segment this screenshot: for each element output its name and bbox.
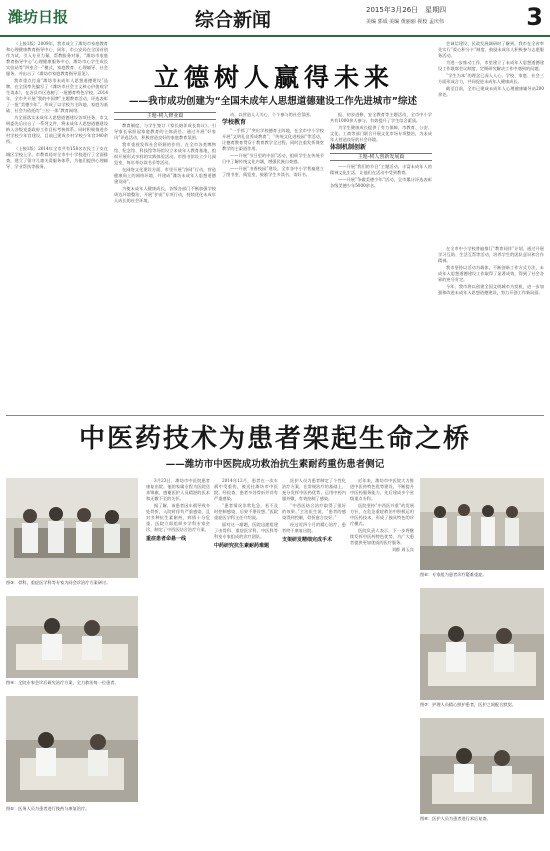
top-story-column-5 xyxy=(438,41,544,241)
paragraph: 为学生健康成长提供了有力保障，市教育、公安、文化、工商等部门联合开展文化市场专项整治，为未成年人营造良好的社会环境。 xyxy=(330,125,432,142)
top-story-headline: 立德树人赢得未来 xyxy=(153,63,394,92)
top-story-column-1 xyxy=(6,41,108,416)
photo-caption: 图⑤：医务人员为患者进行换药与康复治疗。 xyxy=(6,806,90,811)
bottom-story-column-4 xyxy=(350,478,414,843)
top-story-subhead: ——我市成功创建为“全国未成年人思想道德建设工作先进城市”综述 xyxy=(129,96,417,107)
paragraph: 我市重视发挥社会资源的作用，在全市各类博物馆、纪念馆、科技馆等场馆设立未成年人教育基地，组织开展形式多样的实践体验活动。市图书馆设立少儿阅览室，每年举办读书节等活动。 xyxy=(114,142,216,165)
paragraph: 截至目前，全市已建成未成年人心理健康辅导站200余处。 xyxy=(438,86,544,97)
section-label: 中药研究抗生素耐药难题 xyxy=(214,543,270,549)
photo-nurses-ward xyxy=(420,588,544,700)
subtitle-box: 主题-树人修业篇 xyxy=(114,112,216,120)
photo-follow-up xyxy=(420,718,544,814)
bottom-story-column-2 xyxy=(214,478,278,843)
subtitle-box: 主题-树人创新发展篇 xyxy=(330,153,432,161)
paragraph: 教育制度，与学生签订《家长陪伴成长协议》，引导家长承担起家庭教育的主体责任。通过开展“好家风”评选活动，积极营造良好的家庭教育氛围。 xyxy=(114,123,216,140)
section-label: 重症患者命悬一线 xyxy=(146,536,187,542)
paragraph: （上接1版）2009年，我市成立了潍坊市家庭教育和心理健康教育指导中心，同年，市公安局在全国首创作为试，引入专业力量，帮教服务对象，“潍坊市家庭教育指导中心”心理健康服务中心，潍坊市心学生成长实验站等“四室合一”模式，家庭教育、心理辅导、社会服务，并出台了《潍坊市家庭教育指导意见》。 xyxy=(6,41,108,76)
paragraph: 我市坚持以活动为载体，不断创新工作方式方法，未成年人思想道德建设工作取得了显著成效，得到了社会各界的充分肯定。 xyxy=(438,265,544,282)
photo-expert-group xyxy=(420,478,544,570)
top-story-column-6 xyxy=(438,246,544,416)
photo-nurse-care xyxy=(6,696,138,802)
paragraph: （上接1版）2014年全市共有158名农民工子女在城区学校上学。市教育局对全市中小学校进行了全面排查，建立了留守儿童关爱服务体系，为他们提供心理辅导、学业帮扶等服务。 xyxy=(6,146,108,169)
paragraph: 医护人员为患者制定了个性化治疗方案，在常规治疗的基础上，充分发挥中医药优势，运用中药内服外敷，有效控制了感染。 xyxy=(282,478,346,501)
header-rule xyxy=(0,35,550,37)
paragraph: 在全市中小学校普遍推行“教育同伴”计划，通过开展学习互助、生活互帮等活动，培养学生的团队意识和合作精神。 xyxy=(438,246,544,263)
top-story-column-4 xyxy=(330,112,432,416)
issue-date: 2015年3月26日 星期四 xyxy=(366,6,447,14)
story-divider xyxy=(6,415,544,416)
paragraph: 动，以营造人人关心、个个参与的社会氛围。 xyxy=(230,112,314,117)
section-label: 支架研发精细完成手术 xyxy=(282,537,333,543)
paragraph: 会诚信建设、民政发展调研时了解到，我市在全省率先实行“爱心积分卡”制度，鼓励未成年人积极参与志愿服务活动。 xyxy=(438,41,544,58)
paragraph: ——开展“节日里的中国”活动，组织学生在传统节日中了解传统文化内涵，增强民族自豪感。 xyxy=(222,153,324,164)
page-number: 3 xyxy=(526,3,543,31)
paragraph: 医院负责人表示，下一步将继续发挥中医药特色优势，为广大患者提供更加优质的医疗服务。 xyxy=(350,528,414,545)
paragraph: ——开展“争做美德少年”活动，全市累计评选表彰各级美德少年5000余名。 xyxy=(330,177,432,188)
paragraph: “患者情况非常危急，若不及时控制感染，后果不堪设想。”医院重症医学科主任介绍说。 xyxy=(214,503,278,520)
paragraph: 今年，我市将以创建全国文明城市为契机，进一步加强和改进未成年人思想道德建设，努力开创工作新局面。 xyxy=(438,284,544,295)
paragraph: 为全面落实未成年人思想道德建设各项任务，市文明委先后出台了一系列文件，将未成年人思想道德建设纳入各级党委政府工作目标考核体系。同时积极推进乡村学校少年宫建设，目前已建成乡村学校少年宫140余所。 xyxy=(6,115,108,144)
photo-caption: 图⑥：专家组为患者诊疗疑难重症。 xyxy=(420,572,487,577)
paragraph: “学生为本”的理念已深入人心，学校、家庭、社会三方面形成合力，共同促进未成年人健康成长。 xyxy=(438,73,544,84)
paragraph: 3月23日，潍坊市中医院患者康复出院。他的家属专程为医院送来锦旗，感谢医护人员精湛的医术和无微不至的关怀。 xyxy=(146,478,210,501)
paragraph: 为使未成年人健康成长，各级各部门不断加强学校周边环境整治，开展“护苗”专项行动，持续优化未成年人成长的社会环境。 xyxy=(114,186,216,203)
paragraph: 经过近四个月的精心治疗，患者终于康复出院。 xyxy=(282,522,346,533)
page-header xyxy=(0,0,550,36)
paragraph: 在网络文化建设方面，市里开展“净网”行动，营造健康向上的网络环境，并建成“潍坊未成年人思想道德建设网”。 xyxy=(114,167,216,184)
section-title: 综合新闻 xyxy=(194,9,271,31)
photo-doctor-exam xyxy=(6,596,138,678)
paragraph: ——开展“书香校园”建设，全市各中小学普遍建立了图书室、阅览室，鼓励学生多读书、读好书。 xyxy=(222,166,324,177)
section-label: 学校教育 xyxy=(222,119,247,126)
paragraph: “一手抓了”突出学校德育主阵地，在全市中小学校开展“文明礼仪养成教育”、“传统文化进校园”等活动，让德育教育贯穿于教育教学全过程。同时注重发挥课堂教学的主渠道作用。 xyxy=(222,128,324,151)
paragraph: 近年来，潍坊市中医院大力推进中医药特色优势建设，不断提升中医药服务能力，先后建成多个省级重点专科。 xyxy=(350,478,414,501)
paragraph: 报、初步进修、安全教育等主题活动，全市中小学共有1000余人参与，有效提升了学生综合素质。 xyxy=(330,112,432,123)
top-story-column-2 xyxy=(114,112,216,416)
photo-doctors-consultation xyxy=(6,478,138,578)
bottom-story-headline: 中医药技术为患者架起生命之桥 xyxy=(78,424,471,454)
byline: 刘群 周玉宾 xyxy=(391,547,414,552)
paragraph: 2014年12月，患者在一次车祸中受重伤，被送往潍坊市中医院。经检查，患者多处骨折并伴有严重感染。 xyxy=(214,478,278,501)
paragraph: 据了解，该患者因车祸导致多处骨折，入院时伴有严重感染，且对多种抗生素耐药，病情十分危重。医院立即组织多学科专家会诊，制定了中西医结合治疗方案。 xyxy=(146,503,210,532)
paragraph: 面对这一难题，医院迅速组建了由骨科、重症医学科、中医科等科室专家组成的诊疗团队。 xyxy=(214,522,278,539)
photo-caption: 图⑦：护理人员精心照护患者，医护之间配合默契。 xyxy=(420,702,516,707)
photo-caption: 图③：骨科、重症医学科等专家为同会诊治疗方案研讨。 xyxy=(6,580,111,585)
paragraph: 我市重点打造“潍坊市未成年人思想道德建设”品牌，在全国率先编写了《潍坊市社会主义核心价值观学生读本》，在各县市区选树了一批德育特色学校。2014年，全市共开展“我的中国梦”主题教育活动，评选表彰了一批“美德少年”，形成了以学校为主阵地、家庭为基础、社会为依托的“三位一体”教育网络。 xyxy=(6,78,108,113)
paragraph: 医院坚持“中西医并重”的发展方针，在危急重症救治中积极运用中医药技术，形成了独具特色的诊疗模式。 xyxy=(350,503,414,526)
bottom-story-subhead: ——潍坊市中医院成功救治抗生素耐药重伤患者侧记 xyxy=(165,459,385,470)
paragraph: “中西医结合治疗取得了很好的效果。”主治医生说，“患者的感染得到控制，骨折愈合良好。” xyxy=(282,503,346,520)
editor-credits: 美编 郭成 美编 黄丽丽 视校 孟庆伟 xyxy=(366,19,444,25)
photo-caption: 图④：全院专家会诊后研究治疗方案，全力救治每一位患者。 xyxy=(6,680,119,685)
paragraph: 为进一步推动工作，市里建立了未成年人思想道德建设工作联席会议制度，定期研究解决工作中遇到的问题。 xyxy=(438,60,544,71)
newspaper-brand: 潍坊日报 xyxy=(8,8,69,26)
bottom-story-column-3 xyxy=(282,478,346,843)
section-label: 体制机制创新 xyxy=(330,144,367,151)
paragraph: ——开展“我们的节日”主题活动，丰富未成年人的精神文化生活，让他们在活动中受到教育。 xyxy=(330,164,432,175)
top-story-column-3 xyxy=(222,112,324,416)
bottom-story-column-1 xyxy=(146,478,210,843)
photo-caption: 图⑧：医护人员为患者进行术后复查。 xyxy=(420,816,491,821)
